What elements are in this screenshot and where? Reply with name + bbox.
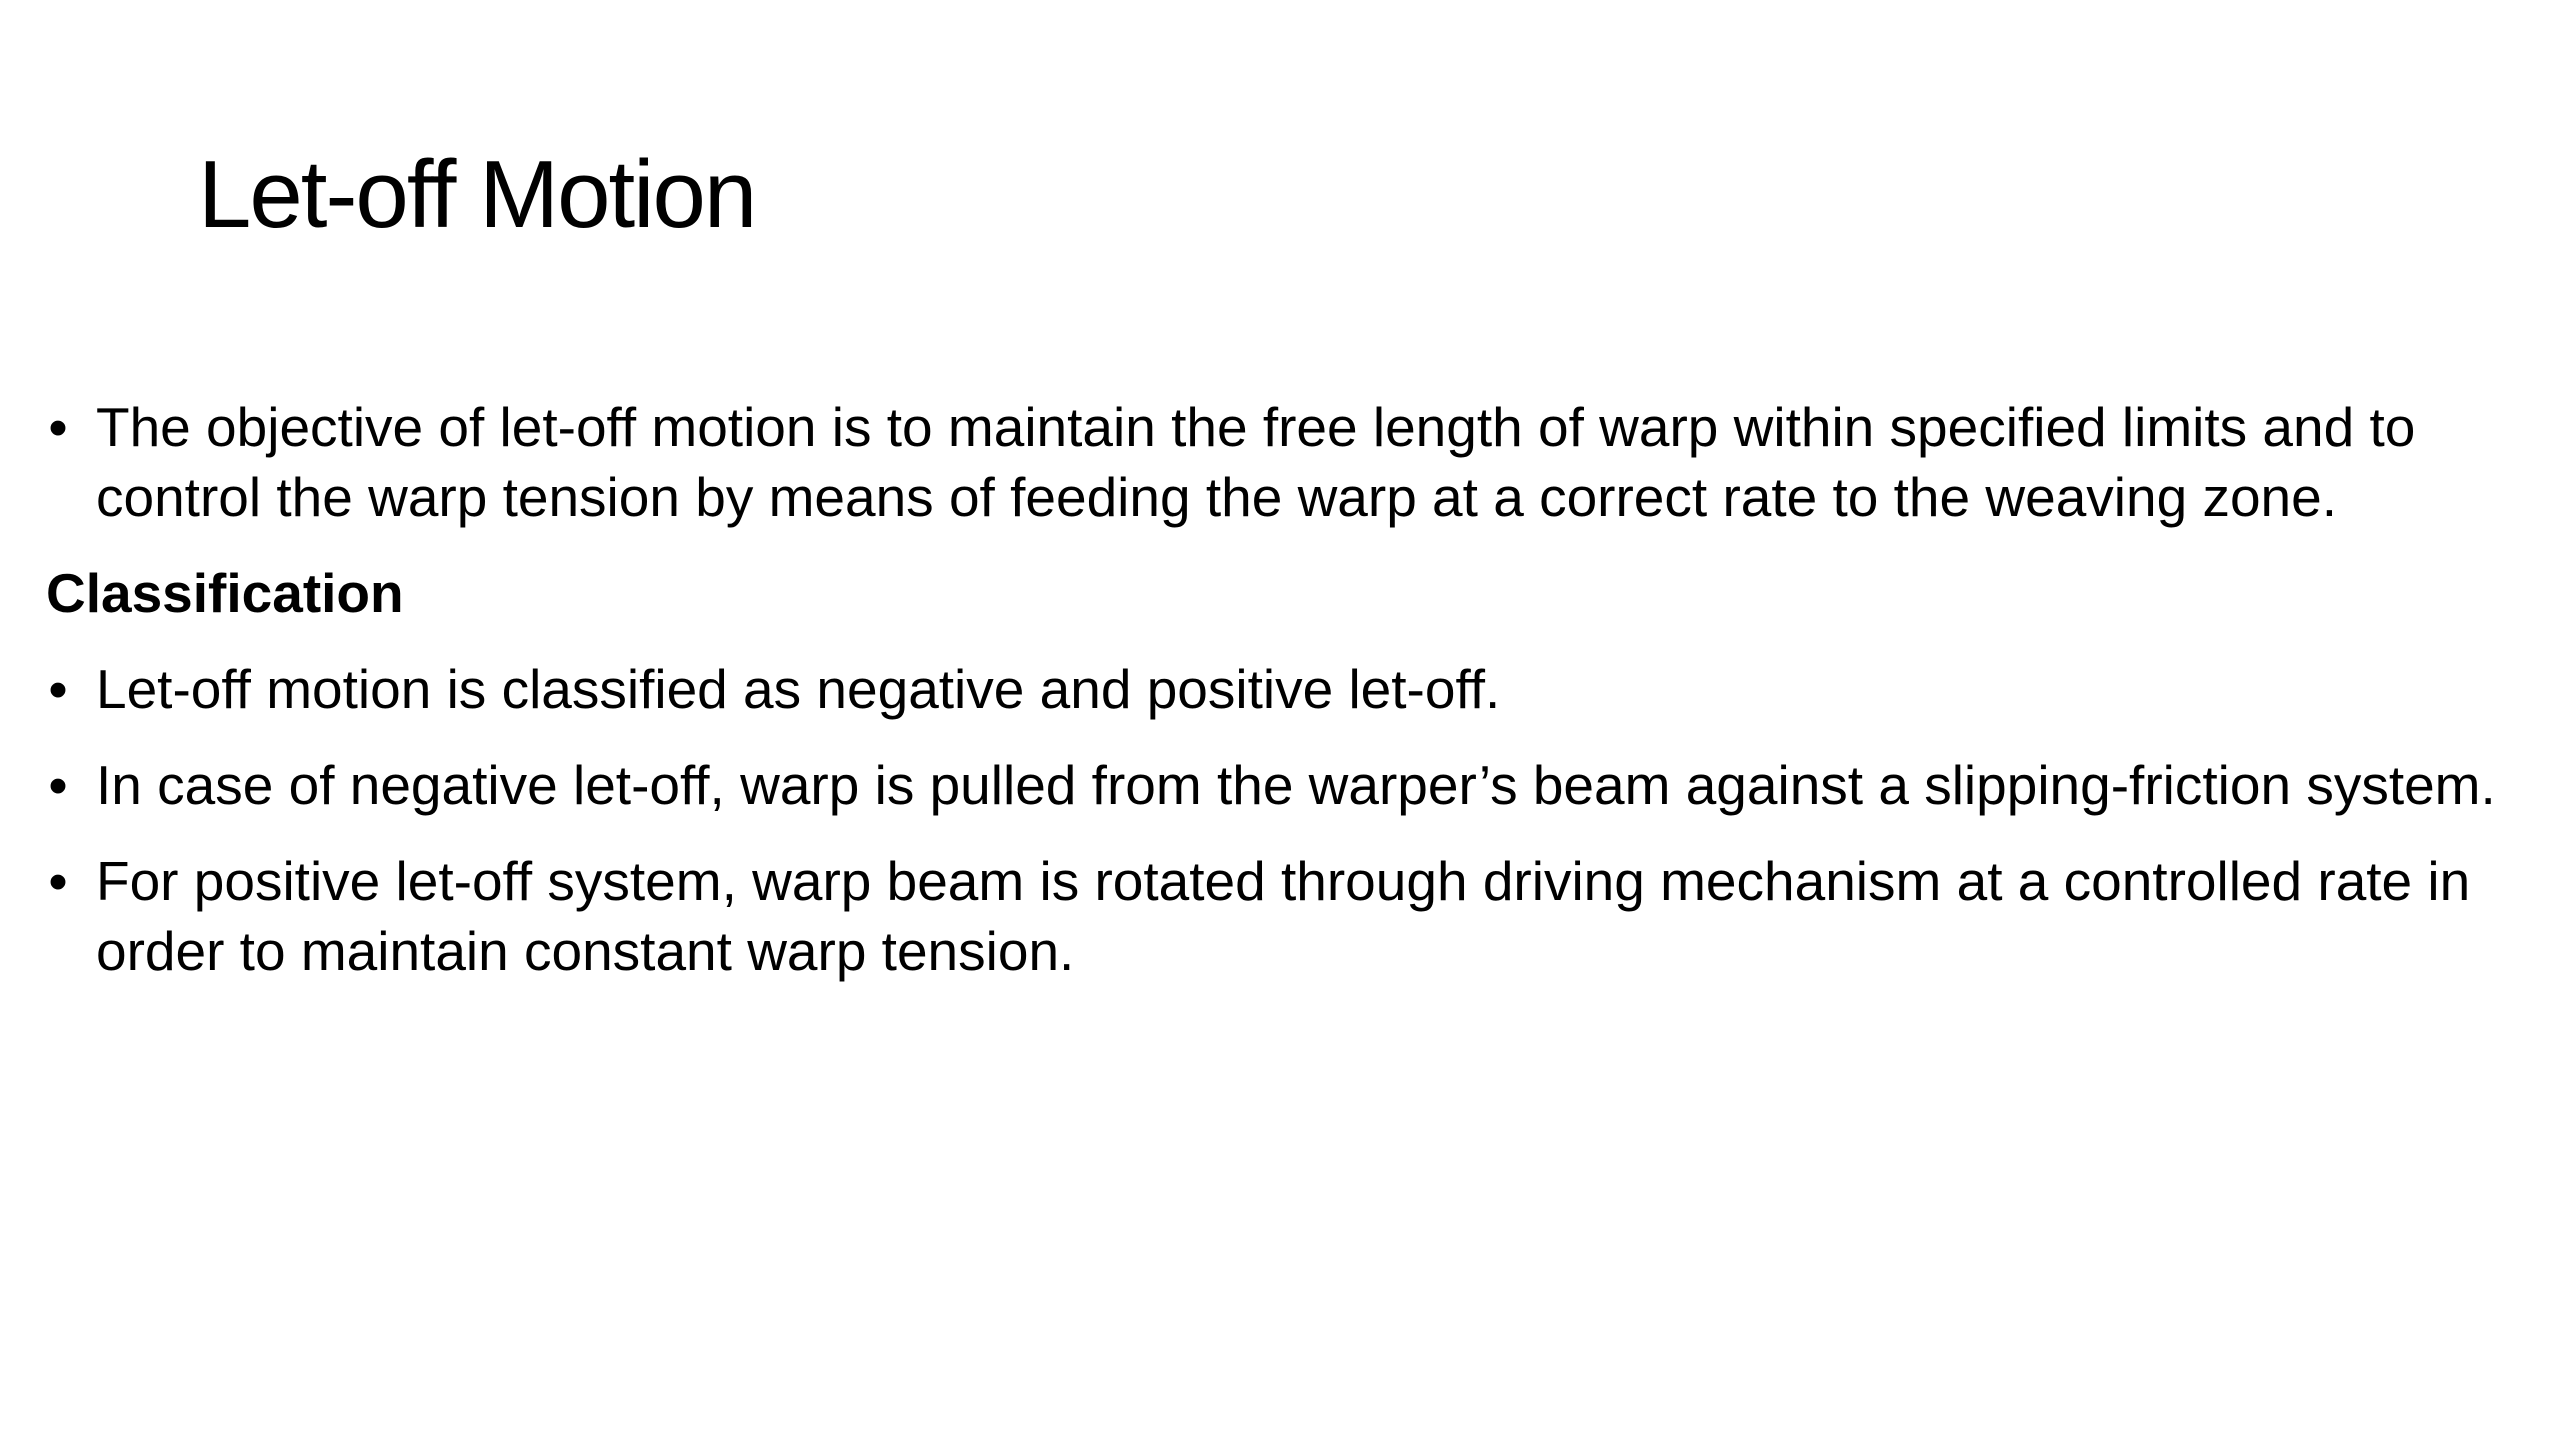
bullet-text: The objective of let-off motion is to maintain the free length of warp within specified limits and to control the warp tension by means of feeding the warp at a correct rate to the weaving zone. — [96, 396, 2416, 528]
slide-body — [46, 392, 2506, 1012]
bullet-marker: • — [48, 850, 68, 912]
section-heading-classification: Classification — [46, 562, 404, 624]
bullet-marker: • — [48, 754, 68, 816]
bullet-positive-let-off — [46, 846, 2506, 986]
bullet-text: In case of negative let-off, warp is pulled from the warper’s beam against a slipping-friction system. — [96, 754, 2496, 816]
bullet-text: Let-off motion is classified as negative and positive let-off. — [96, 658, 1501, 720]
bullet-text: For positive let-off system, warp beam is rotated through driving mechanism at a controlled rate in order to maintain constant warp tension. — [96, 850, 2471, 982]
bullet-negative-let-off — [46, 750, 2506, 820]
bullet-marker: • — [48, 658, 68, 720]
bullet-classification — [46, 654, 2506, 724]
slide-title: Let-off Motion — [198, 141, 756, 248]
bullet-marker: • — [48, 396, 68, 458]
bullet-objective — [46, 392, 2506, 532]
